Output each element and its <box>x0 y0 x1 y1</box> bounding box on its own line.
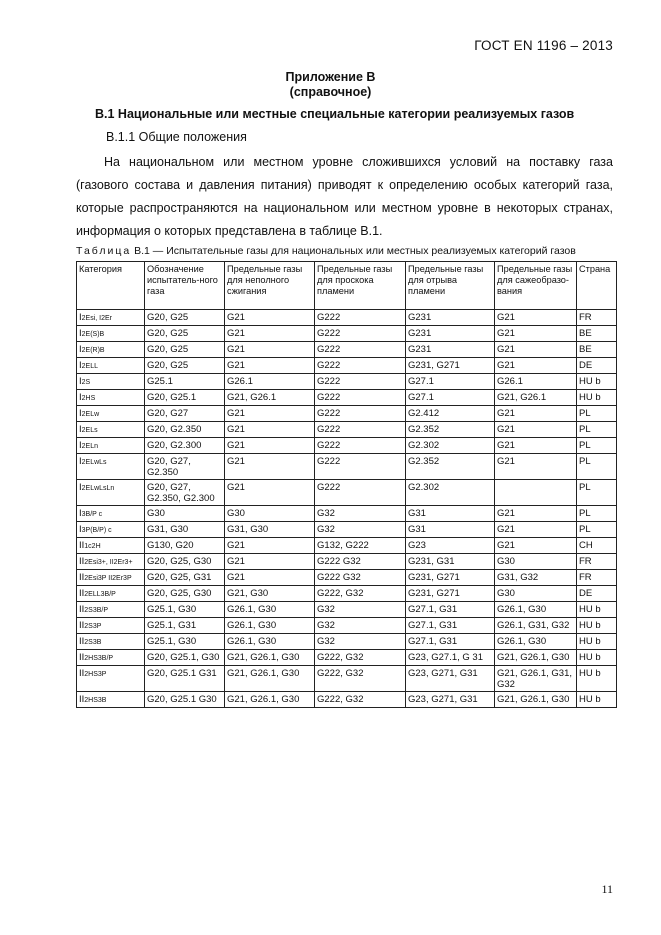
light-back-cell: G222 <box>315 438 406 454</box>
table-row <box>77 422 617 438</box>
table-row <box>77 692 617 708</box>
page-number: 11 <box>601 882 613 896</box>
test-gas-cell: G20, G27, G2.350 <box>145 454 225 480</box>
country-cell: PL <box>577 406 617 422</box>
table-row <box>77 570 617 586</box>
light-back-cell: G222 <box>315 454 406 480</box>
incomplete-combustion-cell: G21 <box>225 554 315 570</box>
sooting-cell: G21 <box>495 342 577 358</box>
flame-lift-cell: G27.1 <box>406 374 495 390</box>
table-row <box>77 554 617 570</box>
light-back-cell: G222 G32 <box>315 570 406 586</box>
country-cell: HU b <box>577 390 617 406</box>
incomplete-combustion-cell: G21, G26.1, G30 <box>225 650 315 666</box>
header-test-gas: Обозначение испытатель-ного газа <box>145 262 225 310</box>
category-prefix: I <box>79 312 82 323</box>
table-row <box>77 454 617 480</box>
light-back-cell: G222 <box>315 358 406 374</box>
sooting-cell: G26.1, G30 <box>495 602 577 618</box>
sooting-cell: G21, G26.1, G30 <box>495 650 577 666</box>
test-gas-cell: G20, G27 <box>145 406 225 422</box>
category-subscript: 2ELn <box>81 443 98 450</box>
category-cell <box>77 522 145 538</box>
table-row <box>77 358 617 374</box>
sooting-cell: G21 <box>495 310 577 326</box>
table-row <box>77 650 617 666</box>
category-subscript: 2ELwLsLn <box>81 485 115 492</box>
sooting-cell: G21 <box>495 538 577 554</box>
country-cell: HU b <box>577 650 617 666</box>
test-gas-cell: G20, G25.1 G30 <box>145 692 225 708</box>
category-cell <box>77 554 145 570</box>
section-title: В.1 Национальные или местные специальные категории реализуемых газов <box>95 107 575 121</box>
test-gas-cell: G20, G2.350 <box>145 422 225 438</box>
category-prefix: II <box>79 636 85 647</box>
category-cell <box>77 310 145 326</box>
category-prefix: I <box>79 328 82 339</box>
table-row <box>77 438 617 454</box>
light-back-cell: G222, G32 <box>315 692 406 708</box>
country-cell: BE <box>577 326 617 342</box>
test-gas-cell: G130, G20 <box>145 538 225 554</box>
category-prefix: II <box>79 588 85 599</box>
test-gas-cell: G20, G25.1, G30 <box>145 650 225 666</box>
category-cell <box>77 406 145 422</box>
table-row <box>77 310 617 326</box>
country-cell: CH <box>577 538 617 554</box>
test-gas-cell: G20, G25, G30 <box>145 554 225 570</box>
incomplete-combustion-cell: G21, G26.1, G30 <box>225 692 315 708</box>
flame-lift-cell: G23 <box>406 538 495 554</box>
country-cell: HU b <box>577 634 617 650</box>
country-cell: PL <box>577 422 617 438</box>
country-cell: HU b <box>577 602 617 618</box>
category-subscript: 2ELL <box>81 363 98 370</box>
incomplete-combustion-cell: G21 <box>225 326 315 342</box>
category-cell <box>77 422 145 438</box>
sooting-cell <box>495 480 577 506</box>
category-cell <box>77 480 145 506</box>
test-gas-cell: G20, G25.1 <box>145 390 225 406</box>
category-subscript: 2S3B <box>84 639 102 646</box>
country-cell: FR <box>577 310 617 326</box>
category-subscript: 3B/P c <box>81 511 103 518</box>
test-gas-cell: G25.1, G30 <box>145 602 225 618</box>
category-subscript: 2HS3B <box>84 697 107 704</box>
incomplete-combustion-cell: G30 <box>225 506 315 522</box>
category-cell <box>77 602 145 618</box>
sooting-cell: G30 <box>495 586 577 602</box>
country-cell: BE <box>577 342 617 358</box>
incomplete-combustion-cell: G26.1 <box>225 374 315 390</box>
incomplete-combustion-cell: G21 <box>225 454 315 480</box>
test-gas-cell: G20, G25.1 G31 <box>145 666 225 692</box>
light-back-cell: G132, G222 <box>315 538 406 554</box>
light-back-cell: G222 <box>315 326 406 342</box>
category-cell <box>77 618 145 634</box>
category-cell <box>77 650 145 666</box>
flame-lift-cell: G231, G271 <box>406 586 495 602</box>
category-prefix: I <box>79 456 82 467</box>
header-country: Страна <box>577 262 617 310</box>
header-flame-lift: Предельные газы для отрыва пламени <box>406 262 495 310</box>
light-back-cell: G32 <box>315 602 406 618</box>
category-prefix: II <box>79 556 85 567</box>
flame-lift-cell: G2.352 <box>406 454 495 480</box>
sooting-cell: G21 <box>495 422 577 438</box>
table-caption <box>76 245 576 257</box>
category-prefix: II <box>79 572 85 583</box>
test-gas-cell: G20, G25, G31 <box>145 570 225 586</box>
light-back-cell: G222 <box>315 422 406 438</box>
incomplete-combustion-cell: G26.1, G30 <box>225 634 315 650</box>
incomplete-combustion-cell: G21 <box>225 538 315 554</box>
category-cell <box>77 342 145 358</box>
category-subscript: 2S3B/P <box>84 607 109 614</box>
light-back-cell: G222 <box>315 310 406 326</box>
category-prefix: I <box>79 408 82 419</box>
category-prefix: II <box>79 540 85 551</box>
header-sooting: Предельные газы для сажеобразо-вания <box>495 262 577 310</box>
test-gas-cell: G25.1 <box>145 374 225 390</box>
sooting-cell: G21 <box>495 358 577 374</box>
category-subscript: 2Esi, I2Er <box>81 315 112 322</box>
country-cell: HU b <box>577 666 617 692</box>
category-cell <box>77 454 145 480</box>
category-prefix: I <box>79 376 82 387</box>
category-prefix: I <box>79 392 82 403</box>
category-cell <box>77 506 145 522</box>
incomplete-combustion-cell: G21 <box>225 310 315 326</box>
test-gas-cell: G30 <box>145 506 225 522</box>
table-row <box>77 506 617 522</box>
table-row <box>77 406 617 422</box>
table-header-row <box>77 262 617 310</box>
test-gas-cell: G20, G25, G30 <box>145 586 225 602</box>
incomplete-combustion-cell: G21 <box>225 358 315 374</box>
category-subscript: 2ELL3B/P <box>84 591 116 598</box>
incomplete-combustion-cell: G21 <box>225 342 315 358</box>
light-back-cell: G32 <box>315 618 406 634</box>
light-back-cell: G32 <box>315 522 406 538</box>
sooting-cell: G21 <box>495 406 577 422</box>
category-prefix: II <box>79 620 85 631</box>
table-row <box>77 602 617 618</box>
category-cell <box>77 692 145 708</box>
category-subscript: 2S3P <box>84 623 102 630</box>
table-row <box>77 586 617 602</box>
category-cell <box>77 586 145 602</box>
light-back-cell: G32 <box>315 506 406 522</box>
flame-lift-cell: G2.412 <box>406 406 495 422</box>
category-prefix: I <box>79 482 82 493</box>
flame-lift-cell: G2.302 <box>406 480 495 506</box>
table-row <box>77 326 617 342</box>
table-row <box>77 480 617 506</box>
flame-lift-cell: G27.1, G31 <box>406 634 495 650</box>
flame-lift-cell: G231 <box>406 326 495 342</box>
incomplete-combustion-cell: G21 <box>225 570 315 586</box>
incomplete-combustion-cell: G21 <box>225 406 315 422</box>
incomplete-combustion-cell: G21, G26.1 <box>225 390 315 406</box>
flame-lift-cell: G231, G271 <box>406 570 495 586</box>
flame-lift-cell: G2.352 <box>406 422 495 438</box>
appendix-title: Приложение В <box>285 70 376 84</box>
category-cell <box>77 634 145 650</box>
test-gas-cell: G20, G2.300 <box>145 438 225 454</box>
country-cell: PL <box>577 480 617 506</box>
category-cell <box>77 570 145 586</box>
test-gas-cell: G25.1, G30 <box>145 634 225 650</box>
flame-lift-cell: G31 <box>406 522 495 538</box>
appendix-subtitle: (справочное) <box>289 85 372 99</box>
incomplete-combustion-cell: G26.1, G30 <box>225 602 315 618</box>
flame-lift-cell: G231, G271 <box>406 358 495 374</box>
test-gas-cell: G25.1, G31 <box>145 618 225 634</box>
test-gas-cell: G20, G25 <box>145 358 225 374</box>
table-row <box>77 666 617 692</box>
appendix-heading <box>0 70 661 100</box>
sooting-cell: G26.1, G31, G32 <box>495 618 577 634</box>
flame-lift-cell: G27.1 <box>406 390 495 406</box>
intro-paragraph: На национальном или местном уровне сложившихся условий на поставку газа (газового состава и давления питания) приводят к определению особых категорий газа, которые распространяются на национальном или местном уровне в некоторых странах, информация о которых представлена в таблице В.1. <box>76 155 613 238</box>
subsection-title: В.1.1 Общие положения <box>106 130 247 144</box>
flame-lift-cell: G23, G271, G31 <box>406 666 495 692</box>
light-back-cell: G222, G32 <box>315 586 406 602</box>
flame-lift-cell: G23, G27.1, G 31 <box>406 650 495 666</box>
sooting-cell: G21 <box>495 454 577 480</box>
sooting-cell: G21 <box>495 522 577 538</box>
category-subscript: 2E(R)B <box>81 347 105 354</box>
test-gas-cell: G31, G30 <box>145 522 225 538</box>
sooting-cell: G26.1 <box>495 374 577 390</box>
category-prefix: I <box>79 524 82 535</box>
sooting-cell: G21 <box>495 326 577 342</box>
table-row <box>77 374 617 390</box>
flame-lift-cell: G23, G271, G31 <box>406 692 495 708</box>
table-row <box>77 618 617 634</box>
category-prefix: I <box>79 440 82 451</box>
test-gas-cell: G20, G27, G2.350, G2.300 <box>145 480 225 506</box>
category-cell <box>77 666 145 692</box>
category-prefix: II <box>79 694 85 705</box>
light-back-cell: G222, G32 <box>315 650 406 666</box>
incomplete-combustion-cell: G21, G30 <box>225 586 315 602</box>
category-subscript: 2ELwLs <box>81 459 107 466</box>
country-cell: PL <box>577 454 617 480</box>
category-prefix: I <box>79 360 82 371</box>
category-prefix: II <box>79 668 85 679</box>
gas-categories-table <box>76 261 617 708</box>
flame-lift-cell: G2.302 <box>406 438 495 454</box>
table-caption-text: — Испытательные газы для национальных или местных реализуемых категорий газов <box>152 245 576 257</box>
category-prefix: I <box>79 424 82 435</box>
country-cell: FR <box>577 570 617 586</box>
light-back-cell: G222 G32 <box>315 554 406 570</box>
header-incomplete-combustion: Предельные газы для неполного сжигания <box>225 262 315 310</box>
category-subscript: 2Esi3+, II2Er3+ <box>84 559 133 566</box>
country-cell: HU b <box>577 618 617 634</box>
light-back-cell: G222 <box>315 406 406 422</box>
flame-lift-cell: G27.1, G31 <box>406 618 495 634</box>
sooting-cell: G21, G26.1 <box>495 390 577 406</box>
light-back-cell: G222 <box>315 342 406 358</box>
sooting-cell: G26.1, G30 <box>495 634 577 650</box>
incomplete-combustion-cell: G21, G26.1, G30 <box>225 666 315 692</box>
test-gas-cell: G20, G25 <box>145 342 225 358</box>
category-prefix: II <box>79 652 85 663</box>
category-subscript: 2ELs <box>81 427 98 434</box>
category-cell <box>77 358 145 374</box>
country-cell: PL <box>577 438 617 454</box>
country-cell: DE <box>577 586 617 602</box>
table-row <box>77 522 617 538</box>
flame-lift-cell: G231 <box>406 310 495 326</box>
incomplete-combustion-cell: G26.1, G30 <box>225 618 315 634</box>
category-cell <box>77 438 145 454</box>
category-cell <box>77 390 145 406</box>
country-cell: PL <box>577 522 617 538</box>
sooting-cell: G30 <box>495 554 577 570</box>
category-subscript: 2S <box>81 379 91 386</box>
category-subscript: 1c2H <box>84 543 101 550</box>
category-cell <box>77 538 145 554</box>
light-back-cell: G222 <box>315 480 406 506</box>
country-cell: HU b <box>577 692 617 708</box>
test-gas-cell: G20, G25 <box>145 326 225 342</box>
category-subscript: 2Esi3P II2Er3P <box>84 575 132 582</box>
category-prefix: II <box>79 604 85 615</box>
table-row <box>77 342 617 358</box>
incomplete-combustion-cell: G21 <box>225 480 315 506</box>
header-light-back: Предельные газы для проскока пламени <box>315 262 406 310</box>
flame-lift-cell: G31 <box>406 506 495 522</box>
category-subscript: 2HS3B/P <box>84 655 114 662</box>
sooting-cell: G31, G32 <box>495 570 577 586</box>
light-back-cell: G222, G32 <box>315 666 406 692</box>
header-category: Категория <box>77 262 145 310</box>
flame-lift-cell: G231 <box>406 342 495 358</box>
table-caption-number: В.1 <box>134 245 150 257</box>
category-subscript: 2ELw <box>81 411 100 418</box>
sooting-cell: G21, G26.1, G30 <box>495 692 577 708</box>
category-subscript: 2E(S)B <box>81 331 105 338</box>
table-row <box>77 390 617 406</box>
sooting-cell: G21, G26.1, G31, G32 <box>495 666 577 692</box>
country-cell: FR <box>577 554 617 570</box>
light-back-cell: G222 <box>315 374 406 390</box>
sooting-cell: G21 <box>495 438 577 454</box>
test-gas-cell: G20, G25 <box>145 310 225 326</box>
country-cell: PL <box>577 506 617 522</box>
table-row <box>77 538 617 554</box>
category-subscript: 3P(B/P) c <box>81 527 112 534</box>
light-back-cell: G32 <box>315 634 406 650</box>
category-cell <box>77 374 145 390</box>
flame-lift-cell: G27.1, G31 <box>406 602 495 618</box>
sooting-cell: G21 <box>495 506 577 522</box>
category-subscript: 2HS3P <box>84 671 107 678</box>
category-cell <box>77 326 145 342</box>
table-row <box>77 634 617 650</box>
category-prefix: I <box>79 508 82 519</box>
country-cell: DE <box>577 358 617 374</box>
standard-header: ГОСТ EN 1196 – 2013 <box>474 38 613 53</box>
category-prefix: I <box>79 344 82 355</box>
incomplete-combustion-cell: G31, G30 <box>225 522 315 538</box>
incomplete-combustion-cell: G21 <box>225 422 315 438</box>
flame-lift-cell: G231, G31 <box>406 554 495 570</box>
table-caption-label: Таблица <box>76 245 132 257</box>
category-subscript: 2HS <box>81 395 96 402</box>
light-back-cell: G222 <box>315 390 406 406</box>
country-cell: HU b <box>577 374 617 390</box>
incomplete-combustion-cell: G21 <box>225 438 315 454</box>
